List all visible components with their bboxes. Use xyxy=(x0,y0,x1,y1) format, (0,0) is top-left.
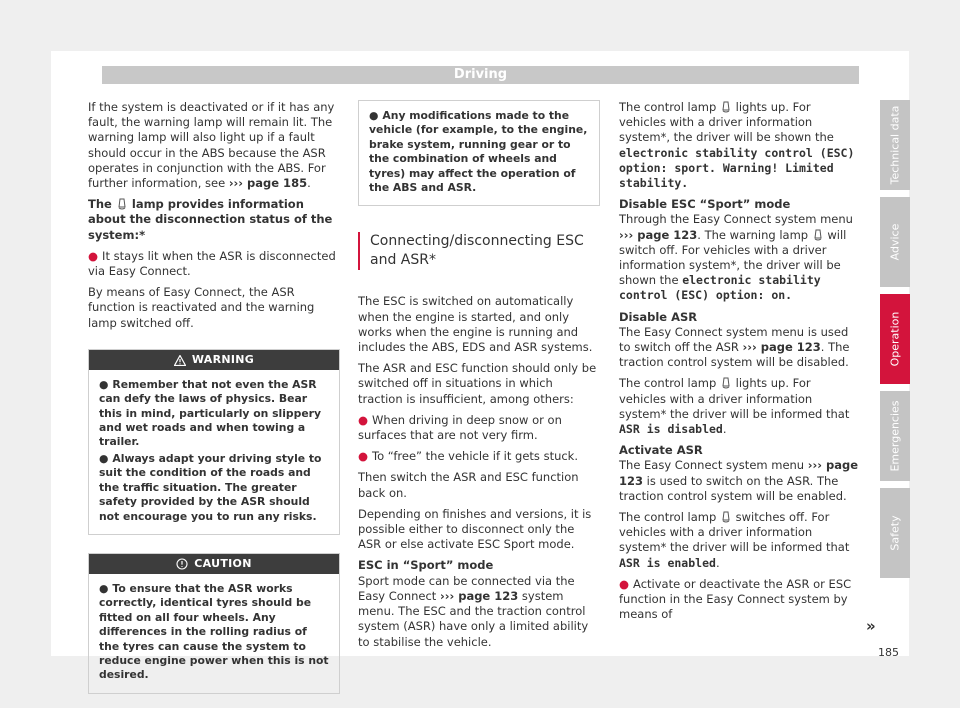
caution-info-icon xyxy=(176,558,188,570)
paragraph: The Easy Connect system menu is used to switch off the ASR ››› page 123. The traction control system will be disabled. xyxy=(619,324,850,370)
section-title: Connecting/disconnecting ESC and ASR* xyxy=(358,232,600,270)
warning-body-continued xyxy=(359,101,599,205)
paragraph: The ASR and ESC function should only be switched off in situations in which traction is insufficient, among others: xyxy=(358,361,597,406)
asr-lamp-icon xyxy=(722,377,730,389)
asr-lamp-icon xyxy=(118,198,126,210)
warning-body xyxy=(89,370,339,534)
caution-box xyxy=(88,553,340,694)
column-1 xyxy=(88,100,340,706)
paragraph: Through the Easy Connect system menu ››› page 123. The warning lamp will switch off. For vehicles with a driver information system*, the driver will be shown the electronic stability control (ESC) option: on. xyxy=(619,212,853,303)
paragraph: Sport mode can be connected via the Easy Connect ››› page 123 system menu. The ESC and the traction control system (ASR) have only a limited ability to stabilise the vehicle. xyxy=(358,573,589,649)
warning-box xyxy=(88,349,340,535)
page-reference-link[interactable]: ››› page 185 xyxy=(228,176,308,191)
bullet-icon: ● xyxy=(358,449,369,464)
page-header: Driving xyxy=(102,66,859,84)
continue-arrow-icon: » xyxy=(866,617,876,635)
bullet-icon: ● xyxy=(619,576,630,591)
list-item: ● Always adapt your driving style to suit the condition of the roads and the traffic situation. The greater safety provided by the ASR should not encourage you to run any risks. xyxy=(99,451,322,523)
caution-header: CAUTION xyxy=(89,554,339,574)
paragraph: The control lamp lights up. For vehicles with a driver information system* the driver will be informed that ASR is disabled. xyxy=(619,376,850,437)
paragraph: The ESC is switched on automatically when the engine is started, and only works when the engine is running and includes the ABS, EDS and ASR systems. xyxy=(358,294,593,355)
warning-header: WARNING xyxy=(89,350,339,370)
bullet-icon: ● xyxy=(99,581,109,595)
paragraph: The control lamp lights up. For vehicles with a driver information system*, the driver will be shown the electronic stability control (ESC) option: sport. Warning! Limited stability. xyxy=(619,100,855,191)
tab-emergencies[interactable]: Emergencies xyxy=(880,391,910,481)
subheading: ESC in “Sport” mode xyxy=(358,558,494,573)
bullet-icon: ● xyxy=(369,109,379,122)
page-reference-link[interactable]: ››› page 123 xyxy=(742,340,821,355)
paragraph: By means of Easy Connect, the ASR function is reactivated and the warning lamp switched off. xyxy=(88,285,315,330)
page-reference-link[interactable]: ››› page 123 xyxy=(439,588,519,603)
caution-body xyxy=(89,574,339,693)
tab-technical-data[interactable]: Technical data xyxy=(880,100,910,190)
subheading: Disable ASR xyxy=(619,309,698,324)
paragraph: The control lamp switches off. For vehicles with a driver information system* the driver will be informed that ASR is enabled. xyxy=(619,510,850,570)
list-item: ● When driving in deep snow or on surfaces that are not very firm. xyxy=(358,412,562,443)
tab-safety[interactable]: Safety xyxy=(880,488,910,578)
bullet-icon: ● xyxy=(99,377,109,391)
paragraph: Then switch the ASR and ESC function back on. xyxy=(358,470,579,500)
bullet-icon: ● xyxy=(88,248,99,263)
esc-lamp-icon xyxy=(722,101,730,113)
tab-operation[interactable]: Operation xyxy=(880,294,910,384)
paragraph: If the system is deactivated or if it has any fault, the warning lamp will remain lit. The warning lamp will also light up if a fault should occur in the ABS because the ASR operates in conjunction with the ABS. For further information, see ››› page 185. xyxy=(88,100,335,191)
bullet-icon: ● xyxy=(99,451,109,465)
warning-box-continued xyxy=(358,100,600,206)
subheading: Disable ESC “Sport” mode xyxy=(619,197,791,212)
subheading: Activate ASR xyxy=(619,443,703,458)
tab-advice[interactable]: Advice xyxy=(880,197,910,287)
page-reference-link[interactable]: ››› page 123 xyxy=(619,458,859,488)
page-number: 185 xyxy=(878,646,899,659)
column-3 xyxy=(619,100,859,629)
asr-lamp-icon xyxy=(722,511,730,523)
list-item: ● Remember that not even the ASR can defy the laws of physics. Bear this in mind, particularly on slippery and wet roads and when towing a trailer. xyxy=(99,377,322,449)
list-item: ● To ensure that the ASR works correctly, identical tyres should be fitted on all four wheels. Any differences in the rolling radius of the tyres can cause the system to reduce engine power when this is not desired. xyxy=(99,581,329,682)
paragraph: The Easy Connect system menu ››› page 123 is used to switch on the ASR. The traction control system will be enabled. xyxy=(619,458,859,503)
page-reference-link[interactable]: ››› page 123 xyxy=(619,227,698,242)
paragraph: Depending on finishes and versions, it is possible either to disconnect only the ASR or else activate ESC Sport mode. xyxy=(358,506,592,552)
bullet-icon: ● xyxy=(358,412,369,427)
warning-triangle-icon xyxy=(174,355,186,366)
list-item: ● It stays lit when the ASR is disconnected via Easy Connect. xyxy=(88,248,336,279)
paragraph: The lamp provides information about the disconnection status of the system:* xyxy=(88,197,333,242)
list-item: ● Activate or deactivate the ASR or ESC function in the Easy Connect system by means of xyxy=(619,576,852,622)
column-2 xyxy=(358,100,600,656)
list-item: ● To “free” the vehicle if it gets stuck. xyxy=(358,449,579,464)
list-item: ● Any modifications made to the vehicle (for example, to the engine, brake system, running gear or to the combination of wheels and tyres) may affect the operation of the ABS and ASR. xyxy=(369,109,588,195)
esc-lamp-icon xyxy=(814,229,822,241)
